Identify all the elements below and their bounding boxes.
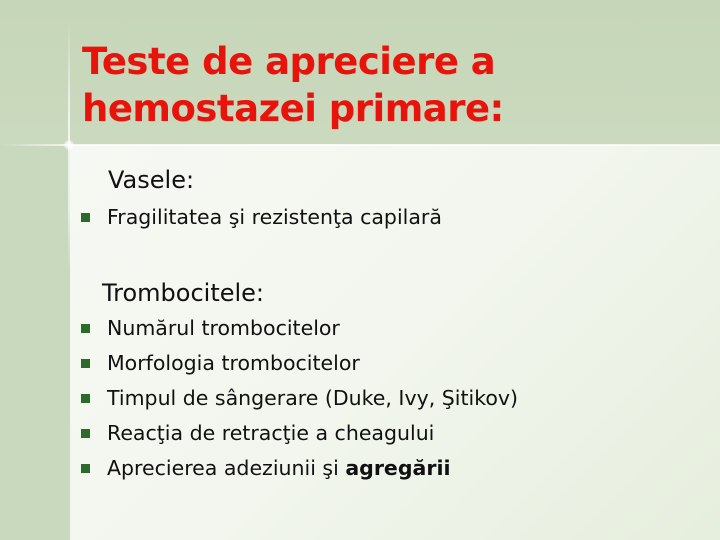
list-item	[81, 416, 518, 451]
square-bullet-icon	[81, 213, 90, 222]
decorative-horizontal-line	[0, 144, 720, 146]
list-trombocitele	[81, 311, 518, 486]
list-item-text: Fragilitatea şi rezistenţa capilară	[107, 205, 442, 229]
list-vasele	[81, 200, 442, 235]
square-bullet-icon	[81, 359, 90, 368]
list-item	[81, 311, 518, 346]
left-strip	[0, 145, 70, 540]
square-bullet-icon	[81, 464, 90, 473]
title-line-2: hemostazei primare:	[82, 87, 504, 130]
square-bullet-icon	[81, 429, 90, 438]
square-bullet-icon	[81, 394, 90, 403]
list-item	[81, 200, 442, 235]
list-item-text: Timpul de sângerare (Duke, Ivy, Şitikov)	[107, 386, 519, 410]
title-line-1: Teste de apreciere a	[82, 40, 496, 83]
list-item	[81, 381, 518, 416]
section-heading-trombocitele: Trombocitele:	[102, 279, 265, 307]
list-item-text: Reacţia de retracţie a cheagului	[107, 421, 435, 445]
list-item-bold-text: agregării	[345, 456, 451, 480]
list-item	[81, 346, 518, 381]
sparkle-icon	[64, 140, 74, 150]
slide-title	[82, 38, 702, 132]
square-bullet-icon	[81, 324, 90, 333]
list-item-text: Morfologia trombocitelor	[107, 351, 360, 375]
list-item	[81, 451, 518, 486]
list-item-text: Numărul trombocitelor	[107, 316, 340, 340]
list-item-text: Aprecierea adeziunii şi	[107, 456, 346, 480]
section-heading-vasele: Vasele:	[108, 166, 195, 194]
